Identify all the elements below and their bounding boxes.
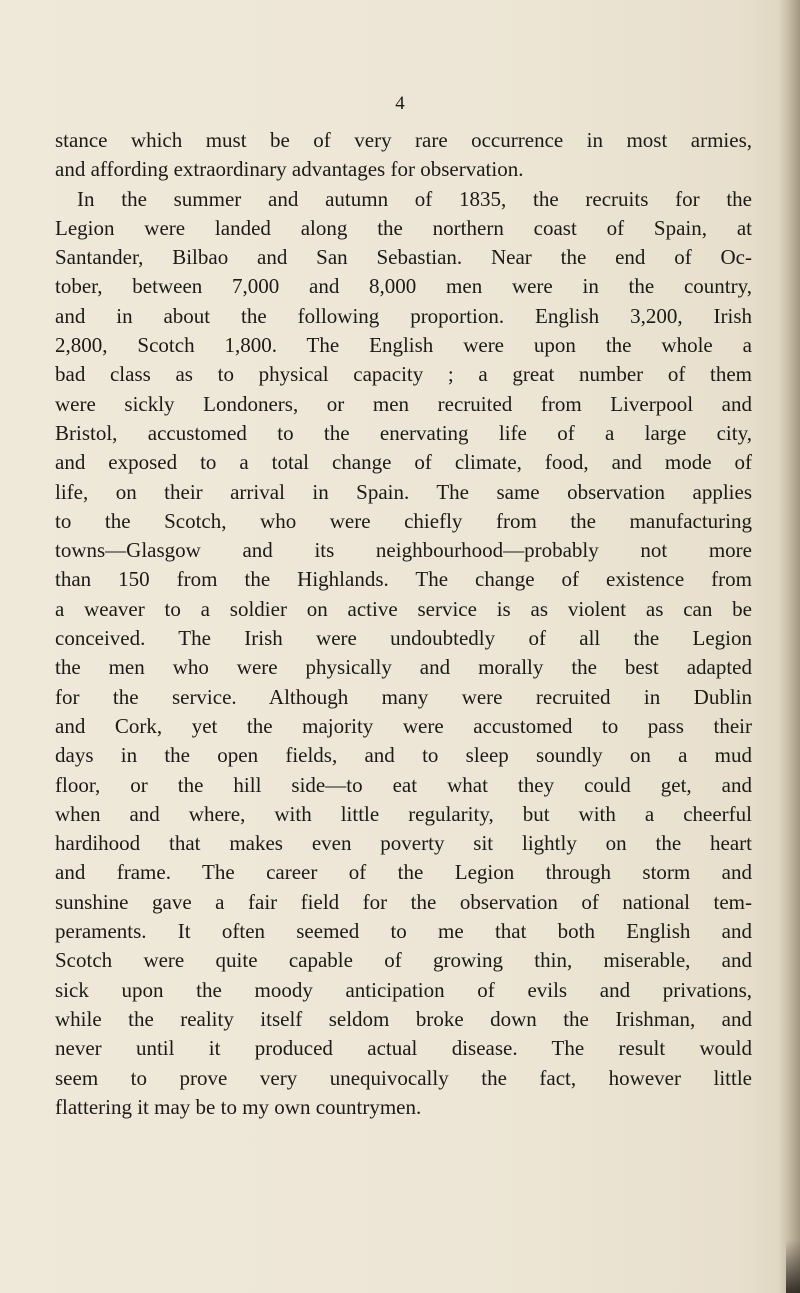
- text-line: and affording extraordinary advantages for observation.: [55, 157, 524, 182]
- text-line: Legion were landed along the northern coast of Spain, at: [55, 215, 752, 240]
- text-line: bad class as to physical capacity ; a great number of them: [55, 362, 752, 387]
- page-number: 4: [395, 93, 405, 114]
- page-corner-shadow: [786, 1240, 800, 1293]
- text-line: while the reality itself seldom broke down the Irishman, and: [55, 1006, 752, 1031]
- text-line: peraments. It often seemed to me that both English and: [55, 919, 752, 944]
- text-line: than 150 from the Highlands. The change of existence from: [55, 567, 752, 592]
- text-line: Scotch were quite capable of growing thin, miserable, and: [55, 948, 752, 973]
- text-line: Santander, Bilbao and San Sebastian. Near the end of Oc-: [55, 245, 752, 270]
- text-line: floor, or the hill side—to eat what they could get, and: [55, 772, 752, 797]
- text-line: when and where, with little regularity, but with a cheerful: [55, 801, 752, 826]
- text-line: a weaver to a soldier on active service is as violent as can be: [55, 596, 752, 621]
- text-line: and exposed to a total change of climate, food, and mode of: [55, 450, 752, 475]
- text-line: flattering it may be to my own countrymen.: [55, 1094, 422, 1119]
- text-line: Bristol, accustomed to the enervating life of a large city,: [55, 420, 752, 445]
- text-line: sick upon the moody anticipation of evils and privations,: [55, 977, 752, 1002]
- text-line: hardihood that makes even poverty sit lightly on the heart: [55, 831, 752, 856]
- body-text: [55, 126, 752, 1122]
- text-line: and in about the following proportion. English 3,200, Irish: [55, 303, 752, 328]
- text-line: for the service. Although many were recruited in Dublin: [55, 684, 752, 709]
- text-line: sunshine gave a fair field for the observation of national tem-: [55, 889, 752, 914]
- text-line: never until it produced actual disease. The result would: [55, 1036, 752, 1061]
- text-line: to the Scotch, who were chiefly from the manufacturing: [55, 508, 752, 533]
- text-line: conceived. The Irish were undoubtedly of all the Legion: [55, 626, 752, 651]
- text-line: seem to prove very unequivocally the fact, however little: [55, 1065, 752, 1090]
- text-line: and Cork, yet the majority were accustomed to pass their: [55, 713, 752, 738]
- text-line: life, on their arrival in Spain. The same observation applies: [55, 479, 752, 504]
- text-line: In the summer and autumn of 1835, the recruits for the: [77, 186, 752, 211]
- text-line: stance which must be of very rare occurrence in most armies,: [55, 128, 752, 152]
- text-line: were sickly Londoners, or men recruited from Liverpool and: [55, 391, 752, 416]
- text-line: the men who were physically and morally the best adapted: [55, 655, 752, 680]
- text-line: and frame. The career of the Legion through storm and: [55, 860, 752, 885]
- text-line: days in the open fields, and to sleep soundly on a mud: [55, 743, 752, 768]
- text-line: tober, between 7,000 and 8,000 men were in the country,: [55, 274, 752, 299]
- text-line: towns—Glasgow and its neighbourhood—probably not more: [55, 538, 752, 563]
- text-line: 2,800, Scotch 1,800. The English were upon the whole a: [55, 333, 752, 358]
- page-edge-shadow: [778, 0, 800, 1293]
